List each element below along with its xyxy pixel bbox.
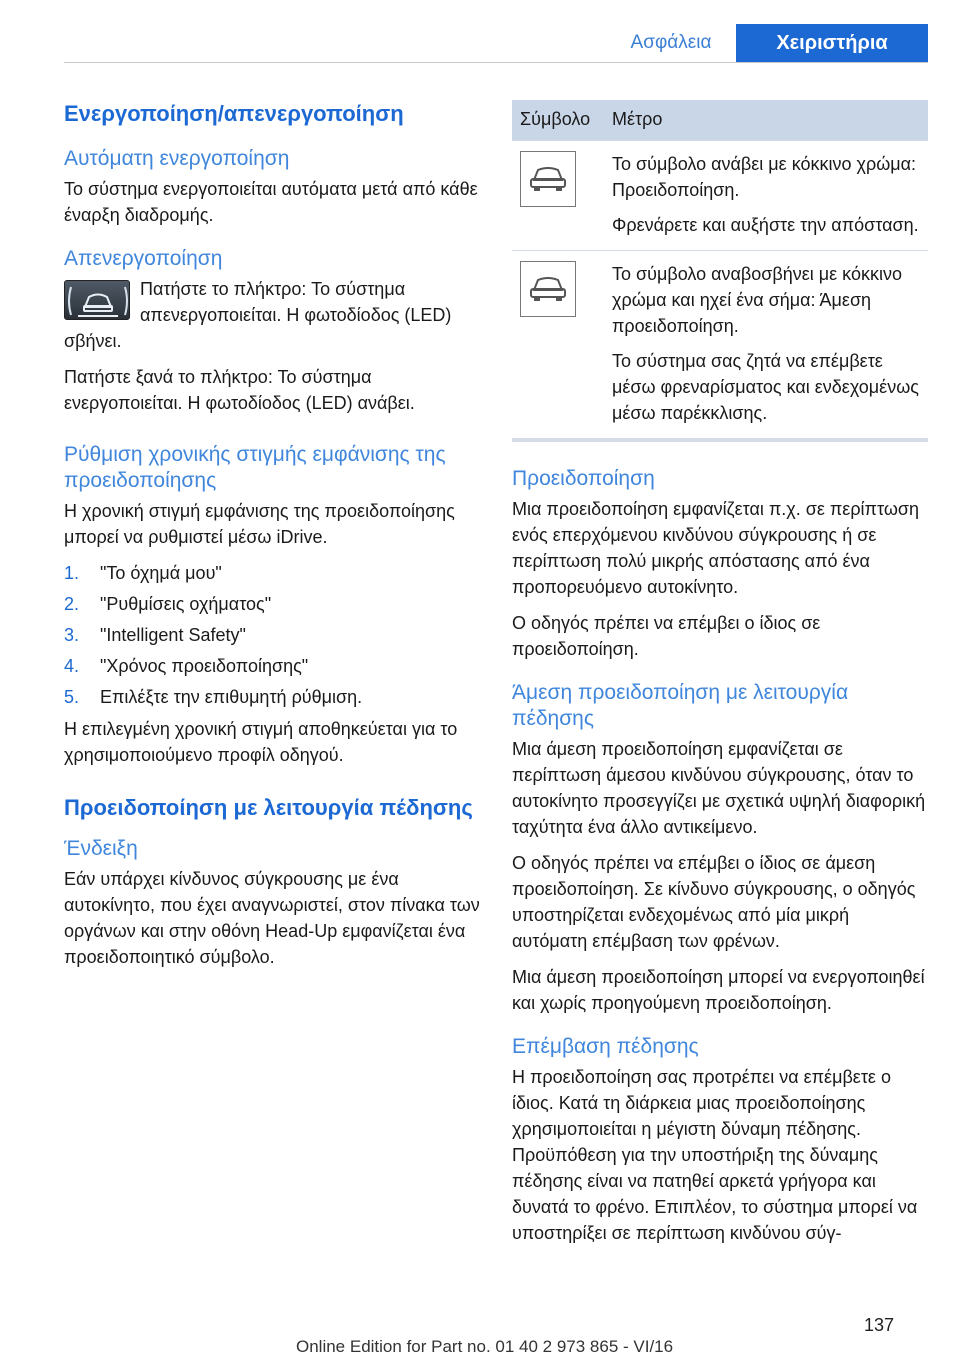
- tab-controls[interactable]: Χειριστήρια: [736, 24, 928, 62]
- step-text: "Ρυθμίσεις οχήματος": [100, 594, 272, 614]
- table-header-symbol: Σύμβολο: [512, 100, 604, 140]
- right-column: [512, 100, 928, 1256]
- tab-safety[interactable]: Ασφάλεια: [630, 32, 712, 53]
- para-auto-activation: Το σύστημα ενεργοποιείται αυτόματα μετά από κάθε έναρξη διαδρομής.: [64, 179, 478, 225]
- list-item: [64, 622, 480, 648]
- table-cell-symbol: [512, 140, 604, 250]
- para-deactivation-1: [64, 276, 480, 354]
- step-number: 5.: [64, 687, 80, 707]
- heading-immediate-warning: Άμεση προειδοποίηση με λειτουργία πέδησης: [512, 680, 849, 730]
- edition-footer: Online Edition for Part no. 01 40 2 973 865 - VI/16: [296, 1337, 674, 1356]
- list-item: [64, 591, 480, 617]
- list-item: [64, 653, 480, 679]
- header-tabs: [0, 24, 960, 62]
- table-row: [512, 250, 928, 438]
- steps-list: [64, 560, 480, 710]
- heading-warning-braking: Προειδοποίηση με λειτουργία πέδησης: [64, 795, 473, 820]
- header-divider: [64, 62, 928, 63]
- page-number: 137: [864, 1315, 895, 1335]
- collision-warning-button-icon: [64, 280, 130, 320]
- heading-display: Ένδειξη: [64, 837, 138, 860]
- para-warning-2: Ο οδηγός πρέπει να επέμβει ο ίδιος σε προειδοποίηση.: [512, 612, 821, 659]
- symbol-table: [512, 100, 928, 438]
- para-immediate-1: Μια άμεση προειδοποίηση εμφανίζεται σε περίπτωση άμεσου κινδύνου σύγκρουσης, όταν το αυτοκίνητο προσεγγίζει με σχετικά υψηλή διαφορική ταχύτητα ένα άλλο αντικείμενο.: [512, 738, 926, 837]
- row2-text-a: Το σύμβολο αναβοσβήνει με κόκκινο χρώμα και ηχεί ένα σήμα: Άμεση προειδοποίηση.: [612, 263, 902, 336]
- step-text: "Το όχημά μου": [100, 563, 222, 583]
- table-cell-symbol: [512, 250, 604, 438]
- list-item: [64, 684, 480, 710]
- para-brake-intervention: Η προειδοποίηση σας προτρέπει να επέμβετε ο ίδιος. Κατά τη διάρκεια μιας προειδοποίησης χρησιμοποιείται η μέγιστη δύναμη πέδησης. Προϋπόθεση για την υποστήριξη της δύναμης πέδησης είναι να πατηθεί αρκετά γρήγορα και δυνατά το φρένο. Επιπλέον, το σύστημα μπορεί να υποστηρίξει σε περίπτωση κινδύνου σύγ-: [512, 1066, 918, 1243]
- row1-text-b: Φρενάρετε και αυξήστε την απόσταση.: [612, 214, 919, 235]
- heading-auto-activation: Αυτόματη ενεργοποίηση: [64, 147, 290, 170]
- table-header-measure: Μέτρο: [604, 100, 928, 140]
- table-row: [512, 140, 928, 250]
- para-deactivation-1-text: Πατήστε το πλήκτρο: Το σύστημα απενεργοποιείται. Η φωτοδίοδος (LED) σβήνει.: [64, 279, 452, 351]
- heading-deactivation: Απενεργοποίηση: [64, 247, 223, 270]
- step-number: 2.: [64, 594, 80, 614]
- step-text: "Intelligent Safety": [100, 625, 246, 645]
- table-cell-measure: [604, 250, 928, 438]
- para-saved-profile: Η επιλεγμένη χρονική στιγμή αποθηκεύεται για το χρησιμοποιούμενο προφίλ οδηγού.: [64, 719, 458, 765]
- para-deactivation-2: Πατήστε ξανά το πλήκτρο: Το σύστημα ενεργοποιείται. Η φωτοδίοδος (LED) ανάβει.: [64, 367, 415, 413]
- step-number: 4.: [64, 656, 80, 676]
- heading-brake-intervention: Επέμβαση πέδησης: [512, 1034, 699, 1058]
- car-warning-icon: [520, 151, 576, 207]
- heading-warning: Προειδοποίηση: [512, 466, 655, 490]
- para-timing: Η χρονική στιγμή εμφάνισης της προειδοποίησης μπορεί να ρυθμιστεί μέσω iDrive.: [64, 501, 455, 547]
- row1-text-a: Το σύμβολο ανάβει με κόκκινο χρώμα: Προειδοποίηση.: [612, 153, 917, 200]
- heading-timing: Ρύθμιση χρονικής στιγμής εμφάνισης της προειδοποίησης: [64, 443, 446, 492]
- car-warning-flashing-icon: [520, 261, 576, 317]
- para-display: Εάν υπάρχει κίνδυνος σύγκρουσης με ένα αυτοκίνητο, που έχει αναγνωριστεί, στον πίνακα των οργάνων και στην οθόνη Head-Up εμφανίζεται ένα προειδοποιητικό σύμβολο.: [64, 869, 480, 967]
- table-header-row: [512, 100, 928, 140]
- row2-text-b: Το σύστημα σας ζητά να επέμβετε μέσω φρεναρίσματος και ενδεχομένως μέσω παρέκκλισης.: [612, 350, 919, 423]
- step-number: 1.: [64, 563, 80, 583]
- table-cell-measure: [604, 140, 928, 250]
- para-immediate-2: Ο οδηγός πρέπει να επέμβει ο ίδιος σε άμεση προειδοποίηση. Σε κίνδυνο σύγκρουσης, ο οδηγός υποστηρίζεται ενδεχομένως από μία μικρή αυτόματη επέμβαση των φρένων.: [512, 852, 916, 951]
- left-column: [64, 100, 480, 980]
- para-warning-1: Μια προειδοποίηση εμφανίζεται π.χ. σε περίπτωση ενός επερχόμενου κινδύνου σύγκρουσης ή σε περίπτωση πολύ μικρής απόστασης από ένα προπορευόμενο αυτοκίνητο.: [512, 498, 920, 597]
- step-number: 3.: [64, 625, 80, 645]
- step-text: Επιλέξτε την επιθυμητή ρύθμιση.: [100, 687, 363, 707]
- heading-onoff: Ενεργοποίηση/απενεργοποίηση: [64, 101, 404, 126]
- list-item: [64, 560, 480, 586]
- step-text: "Χρόνος προειδοποίησης": [100, 656, 309, 676]
- para-immediate-3: Μια άμεση προειδοποίηση μπορεί να ενεργοποιηθεί και χωρίς προηγούμενη προειδοποίηση.: [512, 966, 925, 1013]
